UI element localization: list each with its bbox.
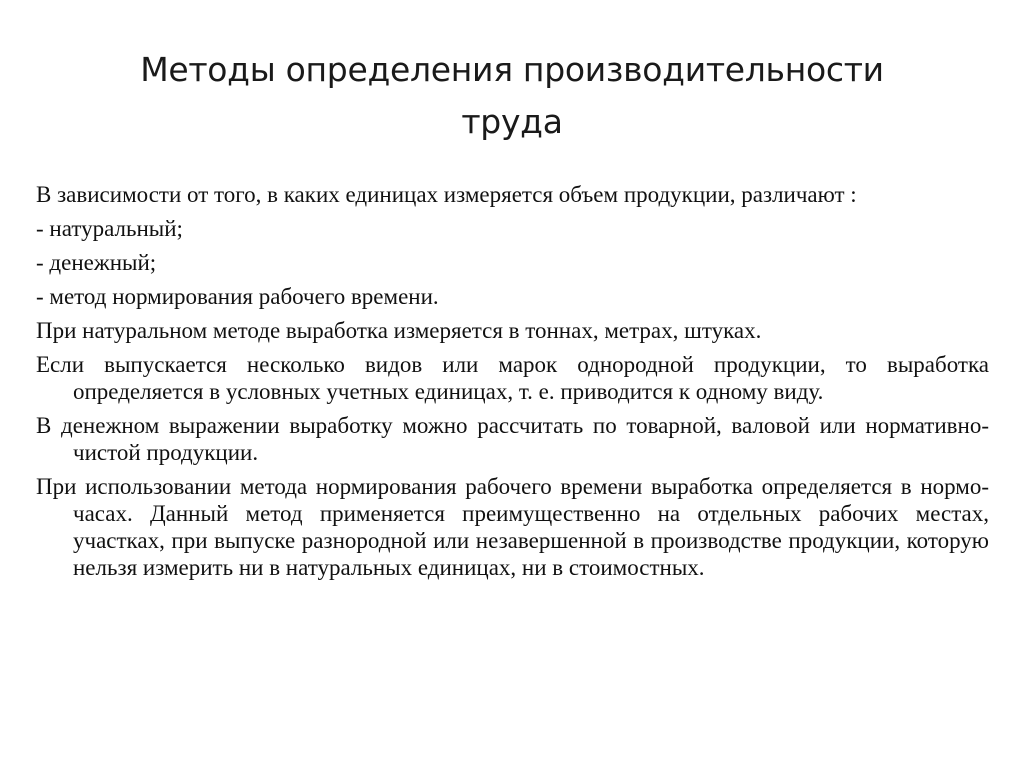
slide-body bbox=[36, 181, 989, 588]
list-item-time-norm: - метод нормирования рабочего времени. bbox=[36, 284, 439, 309]
list-item-natural: - натуральный; bbox=[36, 216, 183, 241]
time-norm-method-paragraph: При использовании метода нормирования рабочего времени выработка определяется в нормо-часах. Данный метод применяется преимущественно на отдельных рабочих местах, участках, при выпуске разнородной или незавершенной в производстве продукции, которую нельзя измерить ни в натуральных единицах, ни в стоимостных. bbox=[36, 474, 989, 580]
monetary-method-paragraph: В денежном выражении выработку можно рассчитать по товарной, валовой или нормативно-чистой продукции. bbox=[36, 413, 989, 465]
natural-method-paragraph: При натуральном методе выработка измеряется в тоннах, метрах, штуках. bbox=[36, 318, 762, 343]
conditional-units-paragraph: Если выпускается несколько видов или марок однородной продукции, то выработка определяется в условных учетных единицах, т. е. приводится к одному виду. bbox=[36, 352, 989, 404]
slide-title-line-2: труда bbox=[461, 102, 563, 141]
slide-title-line-1: Методы определения производительности bbox=[140, 50, 884, 89]
list-item-monetary: - денежный; bbox=[36, 250, 157, 275]
slide-title bbox=[60, 44, 964, 148]
intro-paragraph: В зависимости от того, в каких единицах измеряется объем продукции, различают : bbox=[36, 182, 857, 207]
